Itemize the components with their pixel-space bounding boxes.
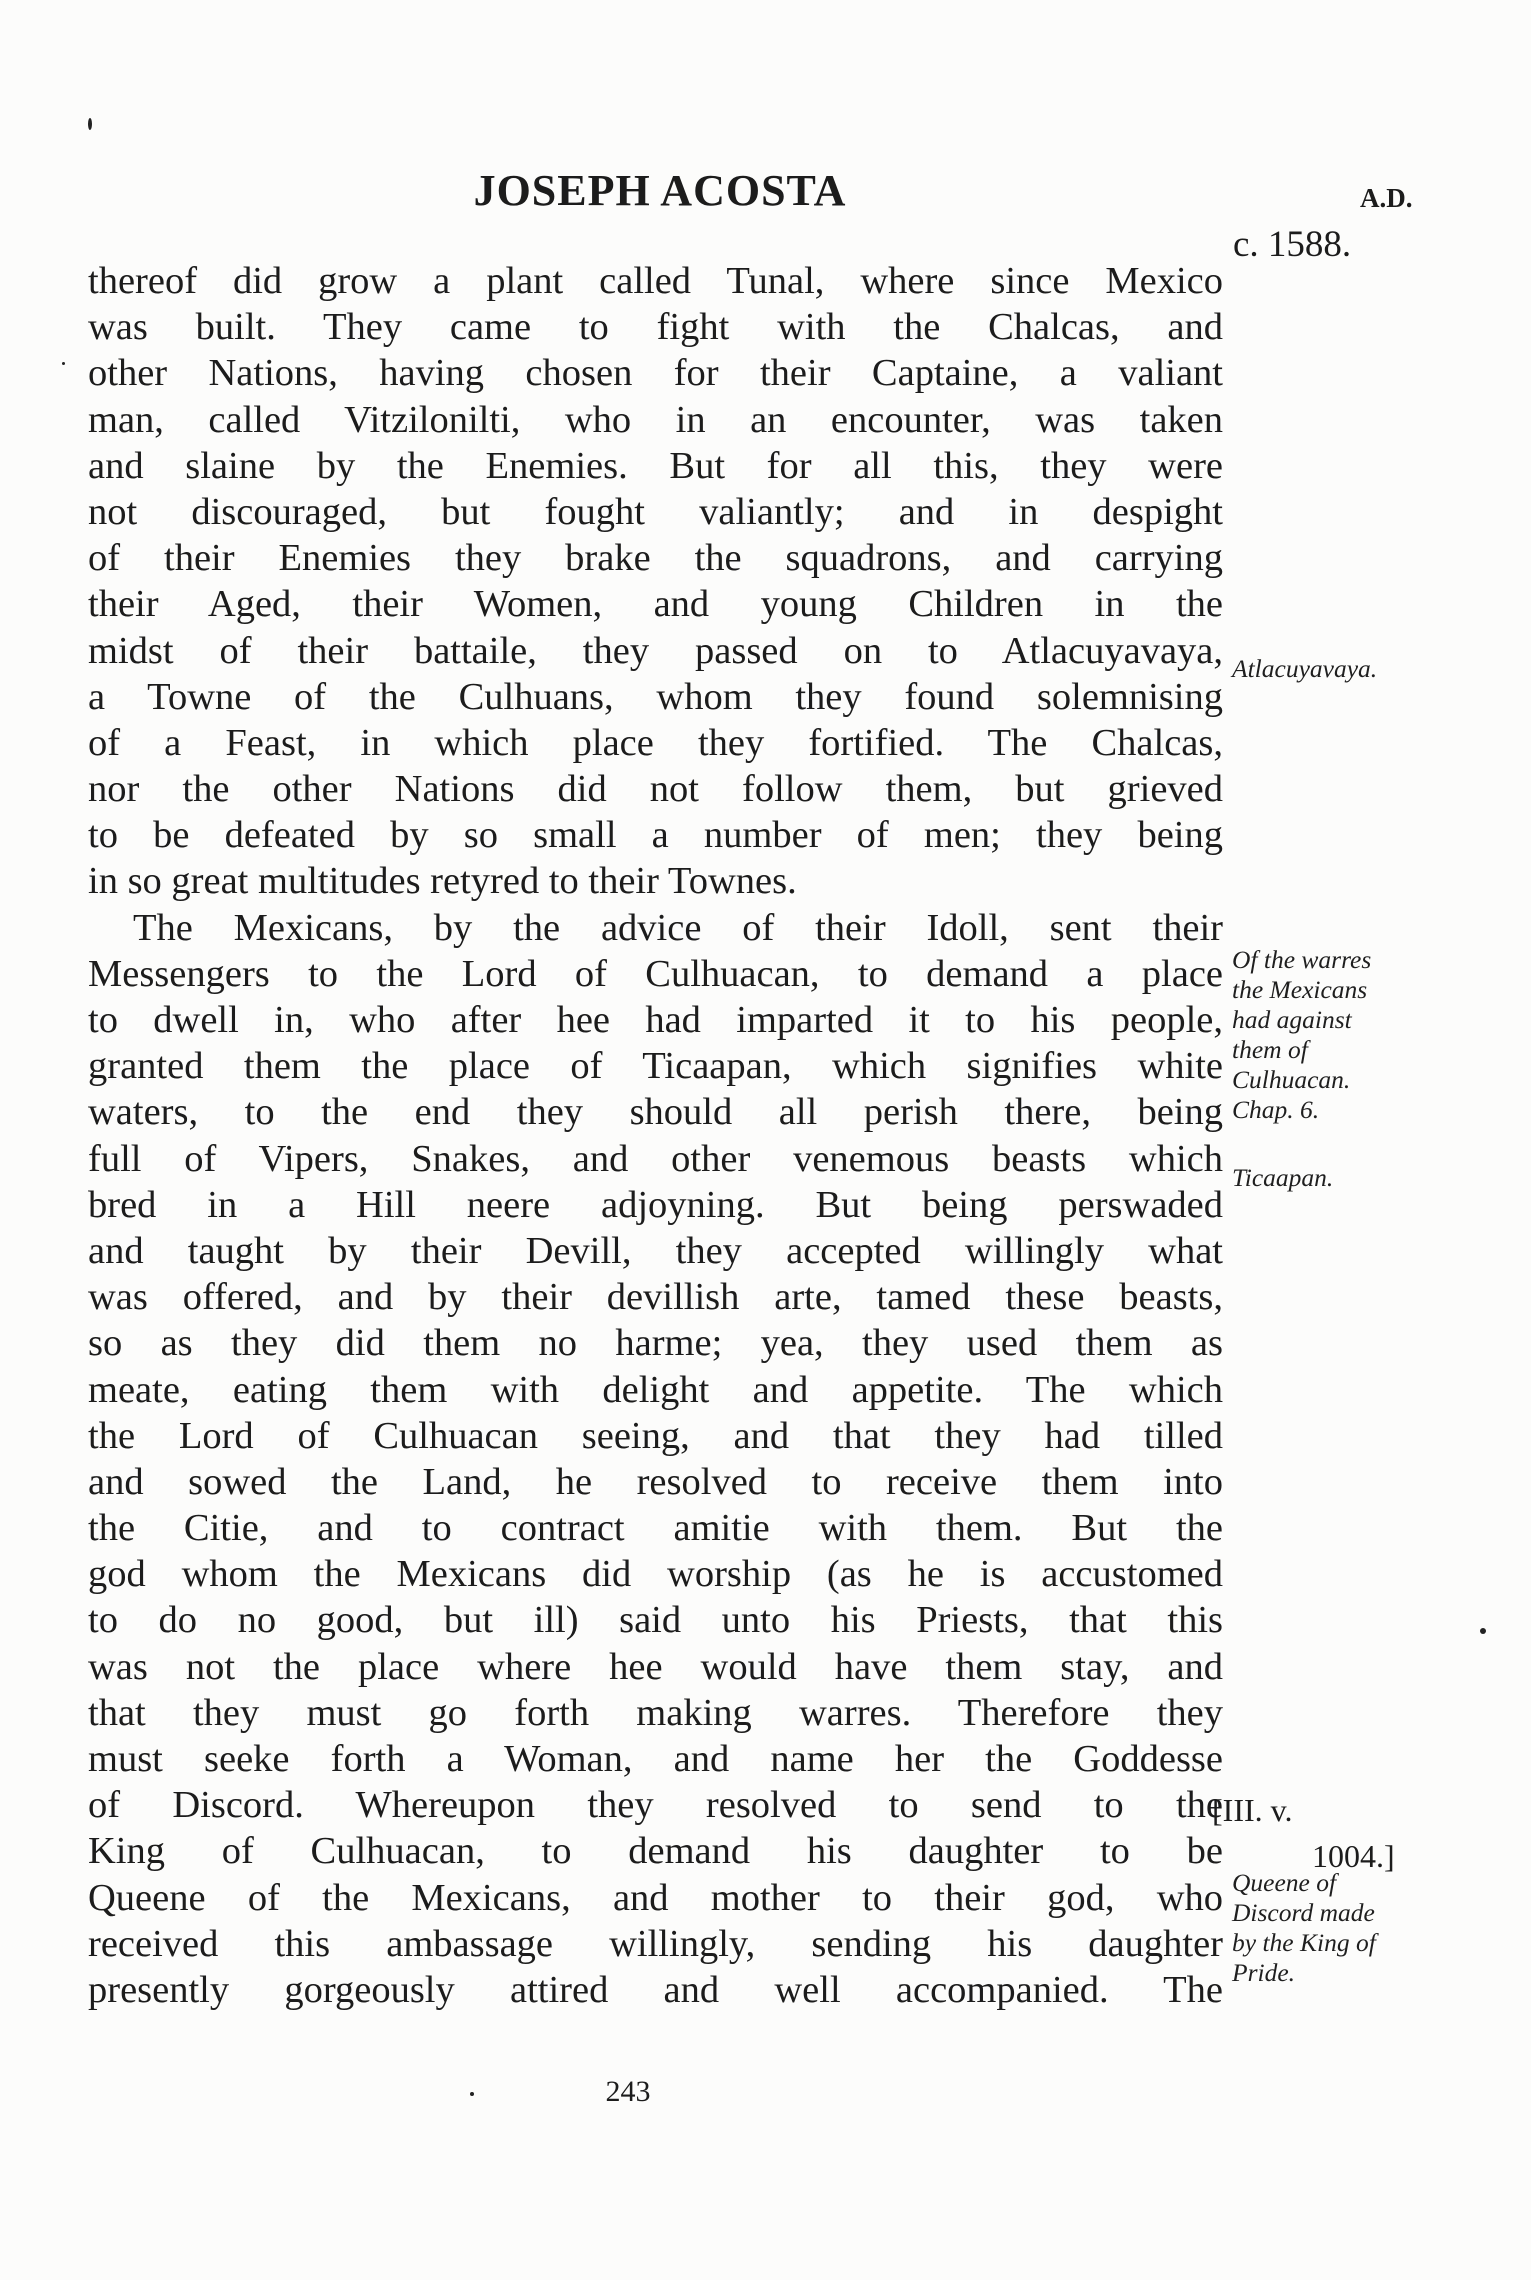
text-line: the Citie, and to contract amitie with them. But the <box>88 1507 1223 1550</box>
ink-speck <box>88 118 92 130</box>
marginal-note-ticaapan <box>1232 1163 1333 1193</box>
text-line: was offered, and by their devillish arte, tamed these beasts, <box>88 1276 1223 1319</box>
text-line: bred in a Hill neere adjoyning. But being perswaded <box>88 1183 1223 1226</box>
text-line: was built. They came to fight with the Chalcas, and <box>88 306 1223 349</box>
text-line: thereof did grow a plant called Tunal, where since Mexico <box>88 260 1223 302</box>
date-label: A.D. <box>1360 183 1413 213</box>
marginal-line: had against <box>1232 1005 1352 1034</box>
text-line: Queene of the Mexicans, and mother to their god, who <box>88 1876 1223 1919</box>
marginal-line: Pride. <box>1232 1958 1296 1987</box>
marginal-line: Ticaapan. <box>1232 1163 1334 1192</box>
marginal-line: them of <box>1232 1035 1308 1064</box>
text-line: god whom the Mexicans did worship (as he is accustomed <box>88 1553 1223 1596</box>
text-line: other Nations, having chosen for their Captaine, a valiant <box>88 352 1223 395</box>
text-line: King of Culhuacan, to demand his daughter to be <box>88 1830 1223 1873</box>
text-line: of Discord. Whereupon they resolved to send to the <box>88 1784 1223 1827</box>
text-line: must seeke forth a Woman, and name her the Goddesse <box>88 1738 1223 1780</box>
text-line: granted them the place of Ticaapan, which signifies white <box>88 1045 1223 1088</box>
marginal-line: Of the warres <box>1232 945 1372 974</box>
marginal-note-atlacuyavaya <box>1232 654 1377 684</box>
text-line: received this ambassage willingly, sending his daughter <box>88 1922 1223 1965</box>
text-line: a Towne of the Culhuans, whom they found solemnising <box>88 675 1223 718</box>
marginal-line: the Mexicans <box>1232 975 1368 1004</box>
body-text <box>88 258 1223 2013</box>
marginal-line: Chap. 6. <box>1232 1095 1320 1124</box>
text-line: meate, eating them with delight and appetite. The which <box>88 1368 1223 1411</box>
text-line: in so great multitudes retyred to their Townes. <box>88 860 797 903</box>
text-line: of a Feast, in which place they fortified. The Chalcas, <box>88 721 1223 764</box>
running-title: JOSEPH ACOSTA <box>473 166 847 215</box>
text-line: of their Enemies they brake the squadrons, and carrying <box>88 537 1223 580</box>
text-line: full of Vipers, Snakes, and other venemous beasts which <box>88 1137 1223 1180</box>
ink-speck <box>470 2092 474 2096</box>
text-line: to do no good, but ill) said unto his Priests, that this <box>88 1599 1223 1642</box>
page-number: 243 <box>605 2075 651 2108</box>
marginal-line: Culhuacan. <box>1232 1065 1351 1094</box>
text-line: Messengers to the Lord of Culhuacan, to demand a place <box>88 952 1223 995</box>
marginal-line: Atlacuyavaya. <box>1232 654 1378 683</box>
date-value: c. 1588. <box>1233 224 1352 265</box>
pagination-line: 1004.] <box>1312 1838 1395 1874</box>
original-pagination <box>1212 1787 1395 1879</box>
text-line: presently gorgeously attired and well accompanied. The <box>88 1968 1223 2011</box>
marginal-note-warres <box>1232 945 1371 1125</box>
text-line: was not the place where hee would have them stay, and <box>88 1645 1223 1688</box>
text-line: midst of their battaile, they passed on to Atlacuyavaya, <box>88 629 1223 672</box>
text-line: so as they did them no harme; yea, they used them as <box>88 1322 1223 1365</box>
ink-speck <box>62 362 65 365</box>
text-line: that they must go forth making warres. Therefore they <box>88 1691 1223 1734</box>
text-line: to be defeated by so small a number of men; they being <box>88 814 1223 857</box>
text-line: not discouraged, but fought valiantly; and in despight <box>88 490 1223 533</box>
text-line: man, called Vitzilonilti, who in an encounter, was taken <box>88 398 1223 441</box>
text-line: and sowed the Land, he resolved to receive them into <box>88 1460 1223 1503</box>
text-line: The Mexicans, by the advice of their Idoll, sent their <box>133 906 1223 949</box>
text-line: and taught by their Devill, they accepted willingly what <box>88 1229 1223 1272</box>
marginal-note-queene <box>1232 1868 1376 1988</box>
pagination-line: [III. v. <box>1212 1792 1293 1828</box>
marginal-line: by the King of <box>1232 1928 1376 1957</box>
marginal-line: Discord made <box>1232 1898 1375 1927</box>
text-line: to dwell in, who after hee had imparted it to his people, <box>88 999 1223 1041</box>
text-line: nor the other Nations did not follow them, but grieved <box>88 768 1223 811</box>
ink-speck <box>1480 1628 1486 1634</box>
text-line: the Lord of Culhuacan seeing, and that they had tilled <box>88 1414 1223 1457</box>
marginal-line: Queene of <box>1232 1868 1337 1897</box>
text-line: their Aged, their Women, and young Children in the <box>88 583 1223 626</box>
text-line: and slaine by the Enemies. But for all this, they were <box>88 444 1223 487</box>
text-line: waters, to the end they should all perish there, being <box>88 1091 1223 1134</box>
